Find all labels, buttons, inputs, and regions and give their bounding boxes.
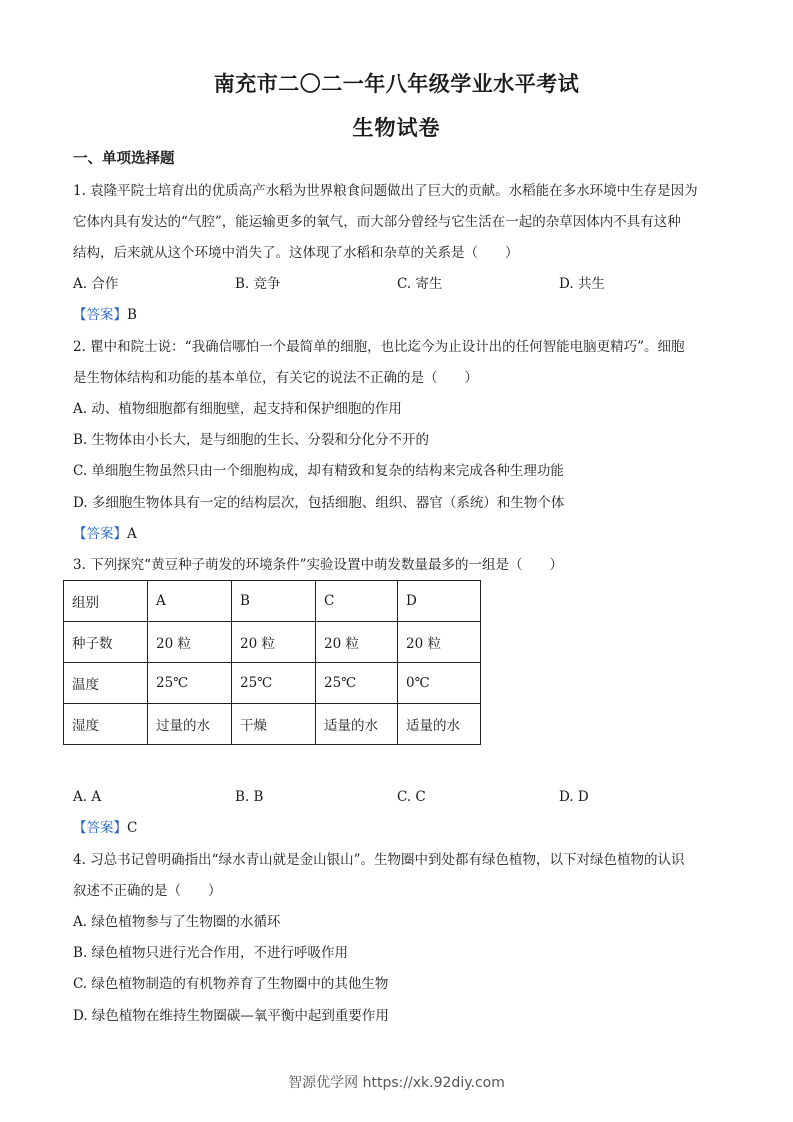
table-cell: 20 粒 <box>398 622 481 663</box>
q1-line-2: 它体内具有发达的“气腔”，能运输更多的氧气，而大部分曾经与它生活在一起的杂草因体内不具有这种 <box>73 214 681 230</box>
q4-option-a: A. 绿色植物参与了生物圈的水循环 <box>73 914 281 930</box>
answer-value: C <box>127 820 138 836</box>
q3-option-a: A. A <box>73 789 102 805</box>
q2-line-1: 2. 瞿中和院士说：“我确信哪怕一个最简单的细胞，也比迄今为止设计出的任何智能电脑更精巧”。细胞 <box>73 339 685 355</box>
table-cell: 25℃ <box>316 663 398 704</box>
answer-label: 【答案】 <box>73 307 127 323</box>
table-cell: 20 粒 <box>316 622 398 663</box>
q2-answer <box>73 525 137 543</box>
q4-option-b: B. 绿色植物只进行光合作用，不进行呼吸作用 <box>73 945 349 961</box>
q2-line-2: 是生物体结构和功能的基本单位，有关它的说法不正确的是（ ） <box>73 370 478 386</box>
footer-watermark: 智源优学网 https://xk.92diy.com <box>288 1075 505 1091</box>
q1-option-d: D. 共生 <box>559 276 605 292</box>
answer-label: 【答案】 <box>73 526 127 542</box>
q1-option-b: B. 竞争 <box>235 276 281 292</box>
table-cell: 种子数 <box>64 622 148 663</box>
table-cell: 适量的水 <box>316 704 398 745</box>
table-cell: 25℃ <box>232 663 316 704</box>
table-cell: C <box>316 581 398 622</box>
q3-option-c: C. C <box>397 789 426 805</box>
table-cell: 湿度 <box>64 704 148 745</box>
exam-subtitle: 生物试卷 <box>352 115 441 140</box>
table-cell: 过量的水 <box>148 704 232 745</box>
q2-option-d: D. 多细胞生物体具有一定的结构层次，包括细胞、组织、器官（系统）和生物个体 <box>73 495 565 511</box>
q1-line-3: 结构，后来就从这个环境中消失了。这体现了水稻和杂草的关系是（ ） <box>73 245 519 261</box>
table-row <box>64 704 481 745</box>
q2-option-b: B. 生物体由小长大，是与细胞的生长、分裂和分化分不开的 <box>73 432 430 448</box>
q4-line-1: 4. 习总书记曾明确指出“绿水青山就是金山银山”。生物圈中到处都有绿色植物，以下对绿色植物的认识 <box>73 852 685 868</box>
table-cell: 适量的水 <box>398 704 481 745</box>
table-row <box>64 581 481 622</box>
q1-line-1: 1. 袁隆平院士培育出的优质高产水稻为世界粮食问题做出了巨大的贡献。水稻能在多水环境中生存是因为 <box>73 183 698 199</box>
answer-value: A <box>127 526 137 542</box>
table-cell: A <box>148 581 232 622</box>
table-row <box>64 663 481 704</box>
table-cell: D <box>398 581 481 622</box>
q2-option-c: C. 单细胞生物虽然只由一个细胞构成，却有精致和复杂的结构来完成各种生理功能 <box>73 463 564 479</box>
table-cell: 20 粒 <box>148 622 232 663</box>
q4-line-2: 叙述不正确的是（ ） <box>73 883 222 899</box>
q1-option-a: A. 合作 <box>73 276 119 292</box>
q3-answer <box>73 819 137 837</box>
q4-option-c: C. 绿色植物制造的有机物养育了生物圈中的其他生物 <box>73 976 389 992</box>
table-cell: 组别 <box>64 581 148 622</box>
answer-value: B <box>127 307 137 323</box>
table-cell: 25℃ <box>148 663 232 704</box>
q3-option-b: B. B <box>235 789 264 805</box>
q4-option-d: D. 绿色植物在维持生物圈碳—氧平衡中起到重要作用 <box>73 1008 389 1024</box>
q3-stem: 3. 下列探究“黄豆种子萌发的环境条件”实验设置中萌发数量最多的一组是（ ） <box>73 557 563 573</box>
q1-answer <box>73 306 137 324</box>
experiment-table <box>63 580 481 745</box>
table-cell: B <box>232 581 316 622</box>
answer-label: 【答案】 <box>73 820 127 836</box>
q3-option-d: D. D <box>559 789 589 805</box>
q1-option-c: C. 寄生 <box>397 276 443 292</box>
exam-title: 南充市二〇二一年八年级学业水平考试 <box>213 71 580 96</box>
q2-option-a: A. 动、植物细胞都有细胞壁，起支持和保护细胞的作用 <box>73 401 402 417</box>
table-cell: 温度 <box>64 663 148 704</box>
section-heading: 一、单项选择题 <box>73 150 175 167</box>
table-cell: 20 粒 <box>232 622 316 663</box>
table-cell: 干燥 <box>232 704 316 745</box>
table-row <box>64 622 481 663</box>
table-cell: 0℃ <box>398 663 481 704</box>
